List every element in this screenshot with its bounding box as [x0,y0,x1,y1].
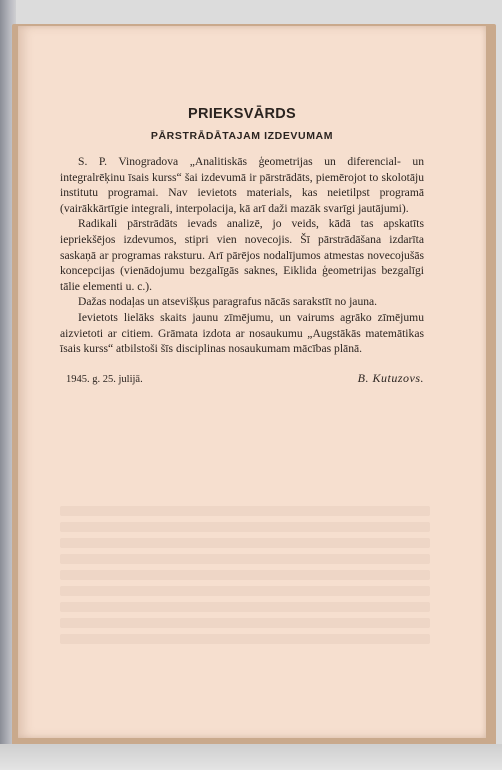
author-name: B. Kutuzovs. [357,370,424,385]
paragraph-1: S. P. Vinogradova „Analitiskās ģeometrijas un diferencial- un integralrēķinu īsais kurss“ šai izdevumā ir pārstrādāts, piemērojot to skolotāju institutu programai. Nav ievietots materials, kas neietilpst programā (vairākkārtīgie integrali, interpolacija, kā arī daži mazāk svarīgi jautājumi). [60,155,424,215]
paragraph-2: Radikali pārstrādāts ievads analizē, jo veids, kādā tas apskatīts iepriekšējos izdevumos, stipri vien novecojis. Šī pārstrādāšana izdarīta saskaņā ar programas raksturu. Arī pārējos nodalījumos atmestas novecojušās koncepcijas (vienādojumu bezgalīgās saknes, Eiklida ģeometrijas bezgalīgi tālie elementi u. c.). [60,217,424,293]
preface-content [60,106,424,386]
page-title: PRIEKSVĀRDS [187,106,297,122]
paragraph-3: Dažas nodaļas un atsevišķus paragrafus nācās sarakstīt no jauna. [78,295,378,309]
paragraph-4: Ievietots lielāks skaits jaunu zīmējumu, un vairums agrāko zīmējumu aizvietoti ar citiem. Grāmata izdota ar nosaukumu „Augstākās matemātikas īsais kurss“ atbilstoši šīs disciplinas nosaukumam mācības plānā. [60,310,424,356]
page-subtitle: PĀRSTRĀDĀTAJAM IZDEVUMAM [150,130,334,142]
bleed-through-text [60,500,430,650]
signature-row [60,371,424,386]
table-surface [0,744,502,770]
date-line: 1945. g. 25. julijā. [66,373,143,385]
